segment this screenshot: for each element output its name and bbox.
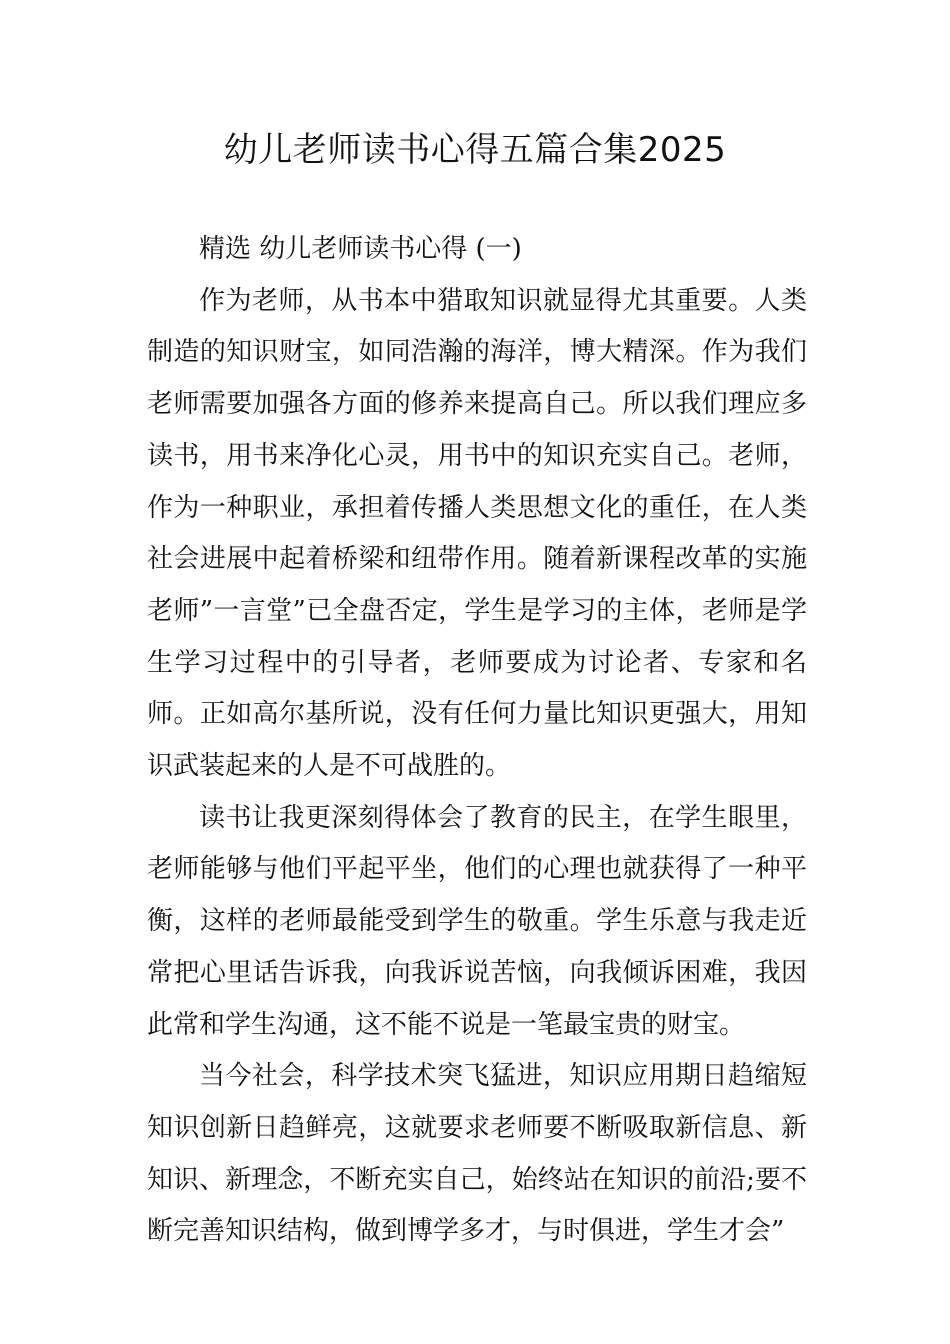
section-subheading: 精选 幼儿老师读书心得 (一) <box>199 234 522 264</box>
document-body <box>147 224 807 1258</box>
document-title: 幼儿老师读书心得五篇合集2025 <box>223 130 727 170</box>
paragraph-3: 当今社会，科学技术突飞猛进，知识应用期日趋缩短知识创新日趋鲜亮，这就要求老师要不断吸取新信息、新知识、新理念，不断充实自己，始终站在知识的前沿;要不断完善知识结构，做到博学多才，与时俱进，学生才会” <box>147 1061 807 1247</box>
paragraph-1: 作为老师，从书本中猎取知识就显得尤其重要。人类制造的知识财宝，如同浩瀚的海洋，博大精深。作为我们老师需要加强各方面的修养来提高自己。所以我们理应多读书，用书来净化心灵，用书中的知识充实自己。老师，作为一种职业，承担着传播人类思想文化的重任，在人类社会进展中起着桥梁和纽带作用。随着新课程改革的实施老师”一言堂”已全盘否定，学生是学习的主体，老师是学生学习过程中的引导者，老师要成为讨论者、专家和名师。正如高尔基所说，没有任何力量比知识更强大，用知识武装起来的人是不可战胜的。 <box>147 285 807 782</box>
paragraph-2: 读书让我更深刻得体会了教育的民主，在学生眼里，老师能够与他们平起平坐，他们的心理也就获得了一种平衡，这样的老师最能受到学生的敬重。学生乐意与我走近常把心里话告诉我，向我诉说苦恼，向我倾诉困难，我因此常和学生沟通，这不能不说是一笔最宝贵的财宝。 <box>147 802 807 1040</box>
